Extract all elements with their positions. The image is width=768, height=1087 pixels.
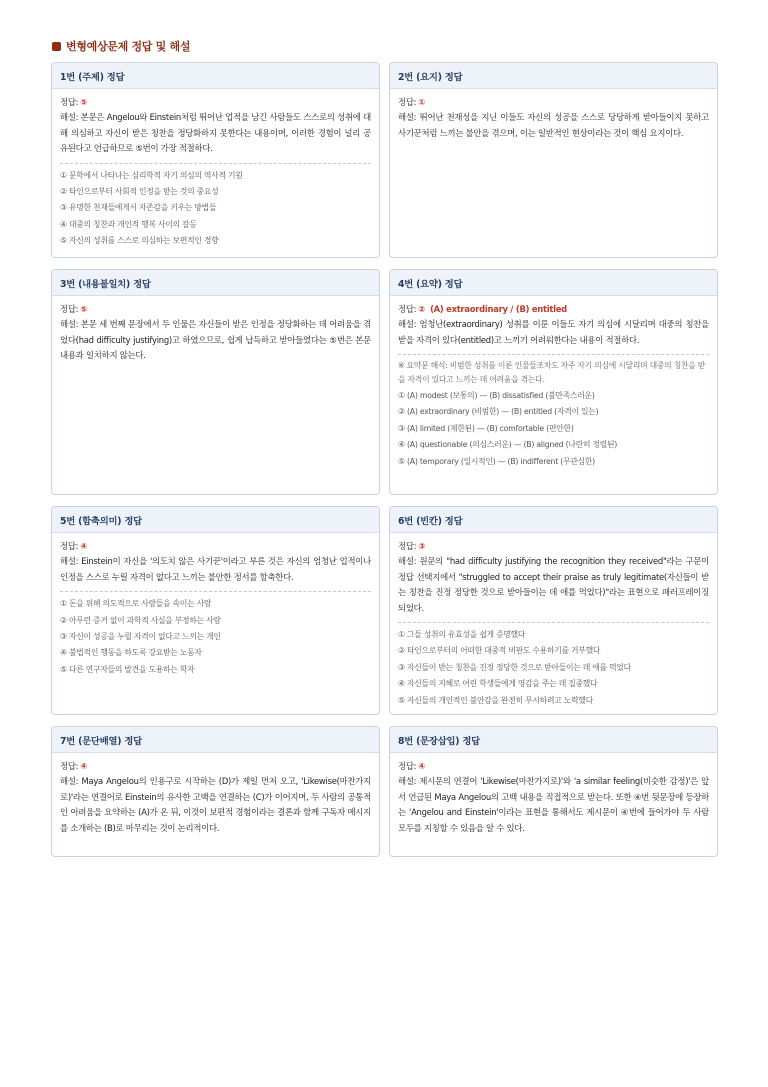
option-item: ③ 자신이 성공을 누릴 자격이 없다고 느끼는 개인 [60,632,221,642]
option-item: ⑤ 자신들의 개인적인 불안감을 완전히 무시하려고 노력했다 [398,695,593,705]
answer-mark: ④ [418,761,426,771]
option-item: ④ 대중의 칭찬과 개인적 행복 사이의 갈등 [60,219,197,229]
option-item: ④ 불법적인 행동을 하도록 강요받는 노동자 [60,648,202,658]
option-item: ④ 자신들의 지혜로 어린 학생들에게 영감을 주는 데 집중했다 [398,679,598,689]
option-item: ⑤ 자신의 성취를 스스로 의심하는 보편적인 경향 [60,236,219,246]
explanation: 해설: Einstein이 자신을 '의도치 않은 사기꾼'이라고 부른 것은 자신의 엄청난 업적이나 인정을 스스로 누릴 자격이 없다고 느끼는 불안한 정서를 함축한다. [60,556,371,582]
card-header: 1번 (주제) 정답 [52,63,379,89]
option-item: ④ (A) questionable (의심스러운) — (B) aligned (나란히 정렬된) [398,440,618,450]
answer-grid [51,62,718,857]
answer-line [398,539,709,554]
option-item: ⑤ (A) temporary (일시적인) — (B) indifferent (무관심한) [398,456,595,466]
answer-mark: ③ [418,541,426,551]
answer-label: 정답: [398,304,417,314]
option-item: ② 타인으로부터 사회적 인정을 받는 것의 중요성 [60,187,219,197]
explanation: 해설: 엄청난(extraordinary) 성취를 이룬 이들도 자기 의심에 시달리며 대중의 칭찬을 받을 자격이 있다(entitled)고 느끼기 어려워한다는 내용이 적절하다. [398,319,709,345]
option-item: ③ 자신들이 받는 칭찬을 진정 정당한 것으로 받아들이는 데 애를 먹었다 [398,662,631,672]
answer-card-1 [51,62,380,258]
answer-card-7 [51,726,380,857]
answer-mark: ⑤ [80,97,88,107]
answer-card-4 [389,269,718,495]
answer-mark: ① [418,97,426,107]
answer-line [60,539,371,554]
option-item: ① 그들 성취의 유효성을 쉽게 증명했다 [398,630,526,640]
answer-label: 정답: [398,97,417,107]
answer-line [60,302,371,317]
divider [398,354,709,355]
card-header: 5번 (함축의미) 정답 [52,507,379,533]
page-title-text: 변형예상문제 정답 및 해설 [66,40,191,53]
card-header: 6번 (빈칸) 정답 [390,507,717,533]
option-item: ② 타인으로부터의 어떠한 대중적 비판도 수용하기를 거부했다 [398,646,601,656]
option-item: ⑤ 다른 연구자들의 발견을 도용하는 학자 [60,664,195,674]
option-item: ① 돈을 위해 의도적으로 사람들을 속이는 사람 [60,599,212,609]
answer-card-5 [51,506,380,715]
card-header: 8번 (문장삽입) 정답 [390,727,717,753]
card-header: 3번 (내용불일치) 정답 [52,270,379,296]
answer-card-6 [389,506,718,715]
answer-mark: ④ [80,541,88,551]
answer-detail: (A) extraordinary / (B) entitled [430,304,567,314]
explanation: 해설: 원문의 "had difficulty justifying the recognition they received"라는 구문이 정답 선택지에서 "struggled to accept their praise as truly legitimate(자신들이 받는 칭찬을 진정 정당한 것으로 받아들이는 데 애를 먹었다)"라는 표현으로 패러프레이징되었다. [398,556,709,613]
page-title [52,38,190,54]
answer-card-8 [389,726,718,857]
explanation: 해설: 본문은 Angelou와 Einstein처럼 뛰어난 업적을 남긴 사람들도 스스로의 성취에 대해 의심하고 자신이 받은 칭찬을 정당화하지 못한다는 내용이며, 이러한 경험이 널리 공유된다고 언급하므로 ⑤번이 가장 적절하다. [60,112,371,154]
answer-mark: ② [418,304,426,314]
divider [60,591,371,592]
answer-card-3 [51,269,380,495]
card-header: 4번 (요약) 정답 [390,270,717,296]
option-item: ② (A) extraordinary (비범한) — (B) entitled (자격이 있는) [398,407,599,417]
option-item: ① 문학에서 나타나는 심리학적 자기 의심의 역사적 기원 [60,170,243,180]
answer-line [60,759,371,774]
answer-label: 정답: [60,304,79,314]
answer-label: 정답: [398,761,417,771]
option-item: ① (A) modest (보통의) — (B) dissatisfied (불만족스러운) [398,391,595,401]
card-header: 2번 (요지) 정답 [390,63,717,89]
answer-mark: ④ [80,761,88,771]
divider [398,622,709,623]
answer-line [60,95,371,110]
answer-mark: ⑤ [80,304,88,314]
explanation: 해설: 본문 세 번째 문장에서 두 인물은 자신들이 받은 인정을 정당화하는 데 어려움을 겪었다(had difficulty justifying)고 하였으므로, 쉽게 납득하고 받아들였다는 ⑤번은 본문 내용과 일치하지 않는다. [60,319,371,361]
answer-label: 정답: [60,541,79,551]
option-item: ③ (A) limited (제한된) — (B) comfortable (편안한) [398,423,574,433]
answer-label: 정답: [398,541,417,551]
answer-line [398,95,709,110]
explanation: 해설: 제시문의 연결어 'Likewise(마찬가지로)'와 'a similar feeling(비슷한 감정)'은 앞서 언급된 Maya Angelou의 고백 내용을 직접적으로 받는다. 또한 ④번 뒷문장에 등장하는 'Angelou and Einstein'이라는 표현을 통해서도 제시문이 ④번에 들어가야 두 사람 모두를 지칭할 수 있음을 알 수 있다. [398,776,709,833]
answer-label: 정답: [60,97,79,107]
explanation: 해설: Maya Angelou의 인용구로 시작하는 (D)가 제일 먼저 오고, 'Likewise(마찬가지로)'라는 연결어로 Einstein의 유사한 고백을 연결하는 (C)가 이어지며, 두 사람의 공통적인 어려움을 요약하는 (A)가 온 뒤, 이것이 보편적 경험이라는 결론과 함께 구독자 메시지를 소개하는 (B)로 마무리는 것이 논리적이다. [60,776,371,833]
title-marker [52,42,61,51]
summary-note: ※ 요약문 해석: 비범한 성취를 이룬 인물들조차도 자주 자기 의심에 시달리며 대중의 칭찬을 받을 자격이 있다고 느끼는 데 어려움을 겪는다. [398,361,706,384]
answer-label: 정답: [60,761,79,771]
option-item: ② 아무런 증거 없이 과학적 사실을 부정하는 사람 [60,615,221,625]
answer-line [398,759,709,774]
card-header: 7번 (문단배열) 정답 [52,727,379,753]
answer-line [398,302,709,317]
divider [60,163,371,164]
answer-card-2 [389,62,718,258]
explanation: 해설: 뛰어난 천재성을 지닌 이들도 자신의 성공을 스스로 당당하게 받아들이지 못하고 사기꾼처럼 느끼는 불안을 겪으며, 이는 일반적인 현상이라는 것이 핵심 요지이다. [398,112,709,138]
option-item: ③ 유명한 천재들에게서 자존감을 키우는 방법들 [60,203,217,213]
